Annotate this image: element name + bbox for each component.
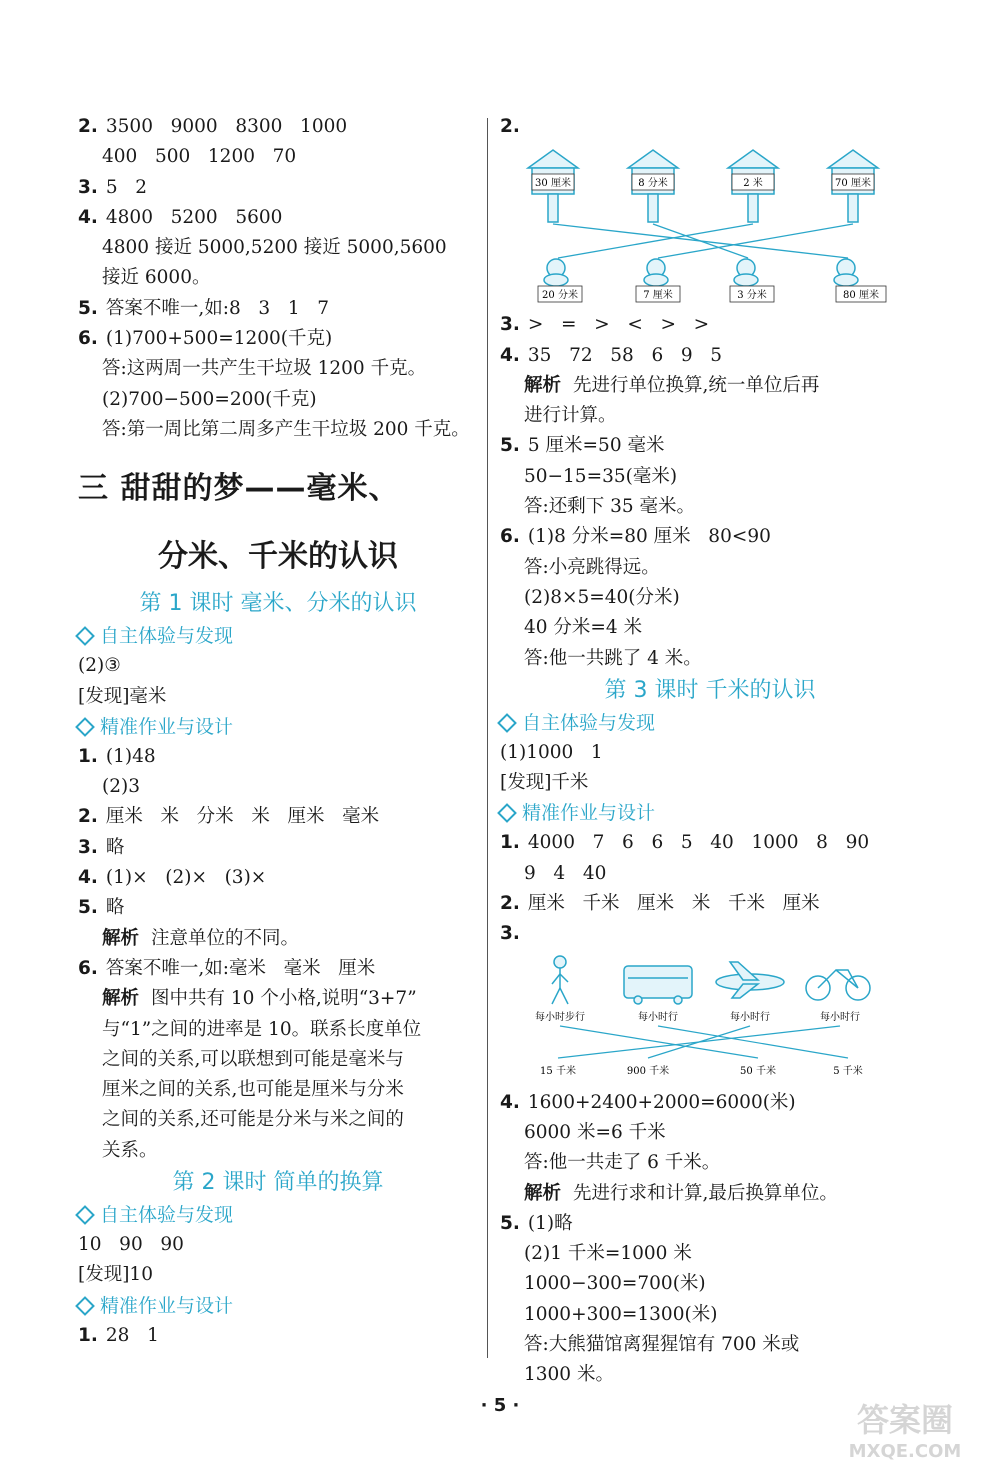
- transport-label: 每小时行: [638, 1011, 678, 1023]
- analysis-text: 厘米之间的关系,也可能是厘米与分米: [102, 1079, 404, 1101]
- question-number: 3.: [78, 836, 98, 858]
- bird-label: 20 分米: [542, 290, 578, 302]
- analysis-line: [78, 984, 478, 1014]
- question-number: 5.: [500, 435, 520, 457]
- question-number: 5.: [78, 297, 98, 319]
- bird-icon: [834, 259, 858, 286]
- answer-line: [500, 341, 920, 371]
- analysis-text: 先进行求和计算,最后换算单位。: [573, 1182, 838, 1204]
- chapter-title-continued: 分米、千米的认识: [158, 539, 398, 575]
- question-number: 1.: [78, 1324, 98, 1346]
- question-number: 6.: [78, 328, 98, 350]
- question-number: 2.: [500, 893, 520, 915]
- answer-text: (2)8×5=40(分米): [524, 586, 680, 608]
- speed-label: 5 千米: [833, 1065, 863, 1077]
- transport-matching-figure: [518, 954, 920, 1082]
- answer-text: 40 分米=4 米: [524, 617, 643, 639]
- bird-label: 7 厘米: [643, 290, 673, 302]
- answer-line: [78, 294, 478, 324]
- diamond-icon: [75, 1205, 95, 1225]
- diamond-icon: [75, 626, 95, 646]
- analysis-label: 解析: [102, 988, 140, 1010]
- section-heading: [78, 1200, 478, 1230]
- matching-lines: [558, 1026, 848, 1058]
- answer-line: [500, 522, 920, 552]
- analysis-text: 注意单位的不同。: [151, 927, 300, 949]
- question-number: 5.: [500, 1212, 520, 1234]
- answer-text: 4800 5200 5600: [105, 206, 283, 228]
- answer-text: (1)1000 1: [500, 741, 603, 763]
- answer-text: (1)700+500=1200(千克): [105, 328, 333, 350]
- birdhouse-label: 8 分米: [638, 178, 668, 190]
- answer-line: [500, 1088, 920, 1118]
- answer-text: [发现]10: [78, 1264, 153, 1286]
- watermark-logo: [820, 1395, 990, 1463]
- watermark-url: MXQE.COM: [848, 1441, 962, 1462]
- answer-text: 1000+300=1300(米): [524, 1303, 718, 1325]
- speed-label: 15 千米: [540, 1065, 576, 1077]
- analysis-line: [78, 924, 478, 954]
- answer-text: 略: [105, 897, 125, 919]
- answer-line: [78, 833, 478, 863]
- bird-label: 80 厘米: [843, 290, 879, 302]
- analysis-text: 之间的关系,还可能是分米与米之间的: [102, 1109, 404, 1131]
- answer-line: [500, 828, 920, 858]
- watermark-text: 答案圈: [856, 1401, 954, 1439]
- bird-icon: [544, 259, 568, 286]
- answer-line: [500, 919, 920, 949]
- question-number: 2.: [500, 116, 520, 137]
- section-label: 精准作业与设计: [100, 715, 234, 738]
- answer-text: 答:小亮跳得远。: [524, 556, 660, 578]
- bird-icon: [644, 259, 668, 286]
- question-number: 5.: [78, 897, 98, 919]
- answer-text: (1)48: [105, 745, 156, 767]
- section-label: 自主体验与发现: [522, 711, 656, 734]
- analysis-text: 先进行单位换算,统一单位后再: [573, 374, 820, 396]
- answer-line: [500, 889, 920, 919]
- section-heading: [78, 1291, 478, 1321]
- transport-diagram: [518, 954, 918, 1082]
- lesson-heading: 第 1 课时 毫米、分米的认识: [139, 591, 417, 617]
- answer-line: [78, 1321, 478, 1351]
- question-number: 6.: [78, 957, 98, 979]
- section-label: 精准作业与设计: [100, 1294, 234, 1317]
- answer-text: (1)略: [527, 1212, 573, 1234]
- answer-text: (2)3: [102, 776, 140, 798]
- answer-line: [500, 112, 920, 142]
- question-number: 1.: [78, 745, 98, 767]
- analysis-text: 进行计算。: [524, 405, 617, 427]
- analysis-line: [500, 371, 920, 401]
- answer-text: 略: [105, 836, 125, 858]
- question-number: 3.: [500, 314, 520, 336]
- section-heading: [500, 798, 920, 828]
- section-label: 自主体验与发现: [100, 625, 234, 648]
- section-heading: [78, 621, 478, 651]
- answer-text: 1000−300=700(米): [524, 1273, 706, 1295]
- bicycle-icon: [806, 970, 870, 1000]
- right-column: [500, 112, 920, 1391]
- answer-text: (2)1 千米=1000 米: [524, 1243, 692, 1265]
- answer-line: [78, 112, 478, 142]
- answer-line: [78, 324, 478, 354]
- transport-label: 每小时行: [730, 1011, 770, 1023]
- analysis-text: 之间的关系,可以联想到可能是毫米与: [102, 1048, 404, 1070]
- question-number: 3.: [500, 923, 520, 945]
- answer-text: 6000 米=6 千米: [524, 1121, 666, 1143]
- speed-label: 50 千米: [740, 1065, 776, 1077]
- answer-text: 50−15=35(毫米): [524, 465, 678, 487]
- question-number: 4.: [500, 344, 520, 366]
- answer-line: [78, 173, 478, 203]
- lesson-heading: 第 3 课时 千米的认识: [604, 677, 816, 703]
- speed-label: 900 千米: [626, 1065, 670, 1077]
- answer-text: 4800 接近 5000,5200 接近 5000,5600: [102, 237, 447, 259]
- answer-text: > = > < > >: [527, 314, 710, 336]
- analysis-label: 解析: [102, 927, 140, 949]
- answer-text: 厘米 千米 厘米 米 千米 厘米: [527, 893, 820, 915]
- analysis-label: 解析: [524, 374, 562, 396]
- answer-text: 答:他一共跳了 4 米。: [524, 647, 702, 669]
- answer-text: 1300 米。: [524, 1364, 614, 1386]
- diamond-icon: [75, 717, 95, 737]
- question-number: 6.: [500, 526, 520, 548]
- answer-line: [500, 431, 920, 461]
- answer-text: 答:还剩下 35 毫米。: [524, 496, 696, 518]
- answer-text: 9 4 40: [524, 862, 607, 884]
- answer-text: 接近 6000。: [102, 267, 211, 289]
- answer-text: 35 72 58 6 9 5: [527, 344, 723, 366]
- answer-text: 28 1: [105, 1324, 159, 1346]
- analysis-text: 与“1”之间的进率是 10。联系长度单位: [102, 1018, 422, 1040]
- transport-label: 每小时步行: [535, 1011, 585, 1023]
- answer-line: [500, 310, 920, 340]
- answer-text: 5 2: [105, 176, 148, 198]
- answer-line: [78, 802, 478, 832]
- analysis-label: 解析: [524, 1182, 562, 1204]
- answer-text: 答:第一周比第二周多产生干垃圾 200 千克。: [102, 418, 470, 440]
- section-label: 自主体验与发现: [100, 1204, 234, 1227]
- answer-text: 10 90 90: [78, 1234, 184, 1256]
- analysis-line: [500, 1179, 920, 1209]
- birdhouse-label: 2 米: [743, 178, 763, 190]
- question-number: 2.: [78, 116, 98, 137]
- answer-text: (2)700−500=200(千克): [102, 388, 317, 410]
- question-number: 4.: [78, 867, 98, 889]
- answer-line: [78, 863, 478, 893]
- diamond-icon: [75, 1296, 95, 1316]
- answer-line: [78, 954, 478, 984]
- section-heading: [78, 712, 478, 742]
- chapter-title: 三 甜甜的梦——毫米、: [78, 471, 400, 507]
- answer-line: [78, 203, 478, 233]
- answer-text: 答:这两周一共产生干垃圾 1200 千克。: [102, 358, 427, 380]
- answer-text: (1)× (2)× (3)×: [105, 867, 267, 889]
- walking-person-icon: [552, 956, 568, 1004]
- matching-lines: [553, 224, 853, 258]
- bus-icon: [624, 966, 692, 1004]
- column-divider: [487, 118, 488, 1358]
- section-label: 精准作业与设计: [522, 802, 656, 825]
- answer-text: 3500 9000 8300 1000: [105, 116, 348, 137]
- airplane-icon: [716, 962, 784, 998]
- birdhouse-diagram: [518, 146, 918, 306]
- bird-icon: [734, 259, 758, 286]
- diamond-icon: [497, 713, 517, 733]
- lesson-heading: 第 2 课时 简单的换算: [172, 1170, 384, 1196]
- section-heading: [500, 708, 920, 738]
- question-number: 4.: [500, 1091, 520, 1113]
- birdhouse-matching-figure: [518, 146, 920, 306]
- diamond-icon: [497, 804, 517, 824]
- answer-text: 答:他一共走了 6 千米。: [524, 1152, 721, 1174]
- page-number: · 5 ·: [480, 1395, 520, 1416]
- answer-text: 5 厘米=50 毫米: [527, 435, 665, 457]
- birdhouse-label: 70 厘米: [835, 178, 871, 190]
- answer-text: 厘米 米 分米 米 厘米 毫米: [105, 806, 380, 828]
- analysis-text: 关系。: [102, 1139, 158, 1161]
- answer-text: (2)③: [78, 655, 121, 677]
- question-number: 3.: [78, 176, 98, 198]
- answer-text: 1600+2400+2000=6000(米): [527, 1091, 796, 1113]
- answer-text: 答:大熊猫馆离猩猩馆有 700 米或: [524, 1334, 800, 1356]
- left-column: [78, 112, 478, 1351]
- answer-line: [78, 893, 478, 923]
- birdhouse-label: 30 厘米: [535, 178, 571, 190]
- answer-line: [500, 1209, 920, 1239]
- answer-text: [发现]毫米: [78, 685, 167, 707]
- answer-text: 答案不唯一,如:毫米 毫米 厘米: [105, 957, 376, 979]
- answer-text: 400 500 1200 70: [102, 146, 297, 168]
- question-number: 1.: [500, 832, 520, 854]
- transport-label: 每小时行: [820, 1011, 860, 1023]
- question-number: 2.: [78, 806, 98, 828]
- analysis-text: 图中共有 10 个小格,说明“3+7”: [151, 988, 417, 1010]
- question-number: 4.: [78, 206, 98, 228]
- answer-text: 4000 7 6 6 5 40 1000 8 90: [527, 832, 870, 854]
- answer-text: 答案不唯一,如:8 3 1 7: [105, 297, 330, 319]
- answer-text: (1)8 分米=80 厘米 80<90: [527, 526, 771, 548]
- answer-line: [78, 742, 478, 772]
- answer-text: [发现]千米: [500, 772, 589, 794]
- bird-label: 3 分米: [737, 290, 767, 302]
